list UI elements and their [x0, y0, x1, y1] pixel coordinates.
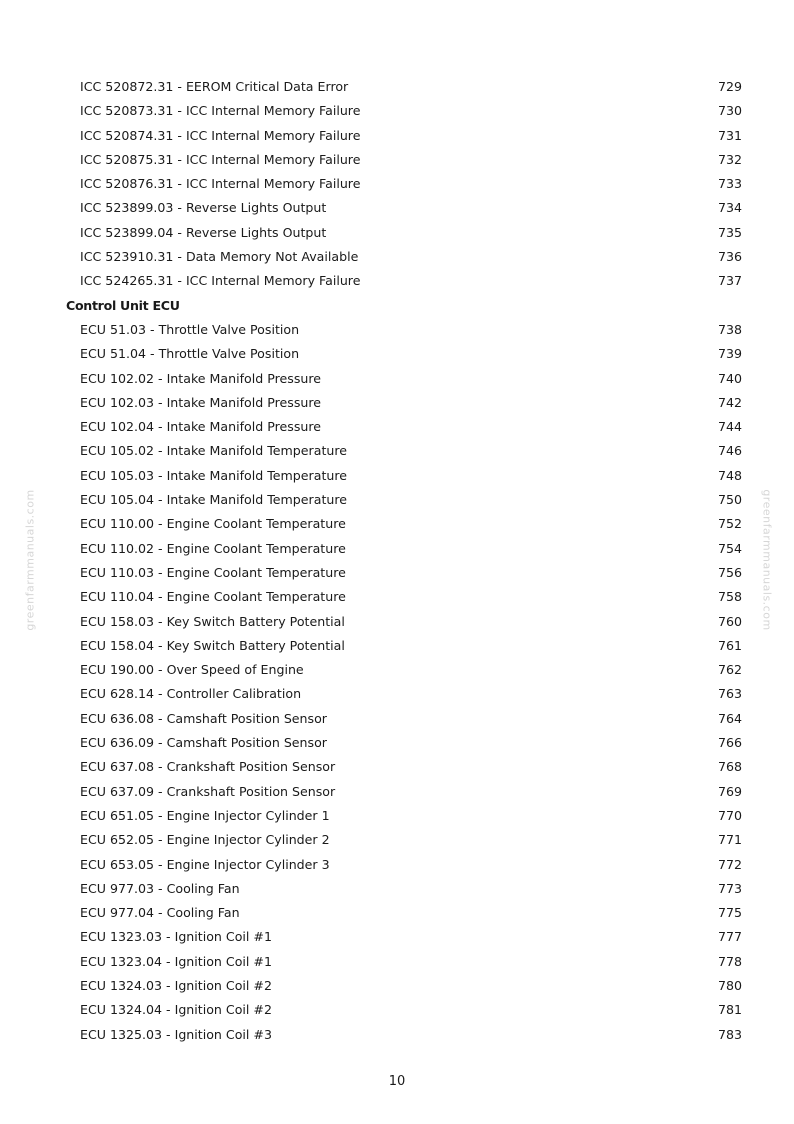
toc-entry-page-number: 732	[717, 151, 742, 167]
toc-entry-page-number: 761	[717, 637, 742, 653]
toc-entry[interactable]	[0, 269, 794, 293]
toc-entry[interactable]	[0, 172, 794, 196]
toc-entry-page-number: 740	[717, 370, 742, 386]
toc-entry-title: ECU 637.08 - Crankshaft Position Sensor	[80, 759, 336, 775]
toc-entry-title: ICC 523899.04 - Reverse Lights Output	[80, 224, 327, 240]
toc-entry[interactable]	[0, 925, 794, 949]
toc-entry-page-number: 772	[717, 856, 742, 872]
toc-entry-page-number: 769	[717, 783, 742, 799]
toc-entry-page-number: 739	[717, 346, 742, 362]
toc-entry-title: ECU 651.05 - Engine Injector Cylinder 1	[80, 807, 330, 823]
toc-entry-page-number: 766	[717, 735, 742, 751]
toc-section-heading	[0, 294, 794, 318]
toc-entry[interactable]	[0, 221, 794, 245]
toc-entry-page-number: 775	[717, 905, 742, 921]
toc-entry[interactable]	[0, 415, 794, 439]
toc-entry-page-number: 778	[717, 953, 742, 969]
toc-entry-page-number: 736	[717, 249, 742, 265]
toc-entry-page-number: 735	[717, 224, 742, 240]
toc-entry-title: ECU 158.03 - Key Switch Battery Potential	[80, 613, 345, 629]
toc-entry-title: ECU 105.04 - Intake Manifold Temperature	[80, 492, 348, 508]
toc-entry-title: ECU 110.00 - Engine Coolant Temperature	[80, 516, 346, 532]
toc-entry-title: ECU 637.09 - Crankshaft Position Sensor	[80, 783, 336, 799]
toc-entry-page-number: 742	[717, 394, 742, 410]
toc-entry-title: ECU 102.03 - Intake Manifold Pressure	[80, 394, 322, 410]
toc-entry-page-number: 738	[717, 321, 742, 337]
section-title: Control Unit ECU	[66, 297, 180, 313]
toc-entry-page-number: 771	[717, 832, 742, 848]
toc-entry-title: ICC 520876.31 - ICC Internal Memory Failure	[80, 176, 361, 192]
toc-entry[interactable]	[0, 950, 794, 974]
toc-entry-title: ECU 652.05 - Engine Injector Cylinder 2	[80, 832, 330, 848]
toc-entry[interactable]	[0, 634, 794, 658]
toc-entry-title: ECU 190.00 - Over Speed of Engine	[80, 662, 304, 678]
toc-entry[interactable]	[0, 901, 794, 925]
toc-entry-page-number: 783	[717, 1026, 742, 1042]
page-number: 10	[388, 1074, 406, 1089]
toc-entry-page-number: 762	[717, 662, 742, 678]
toc-entry-page-number: 731	[717, 127, 742, 143]
toc-entry-title: ICC 520874.31 - ICC Internal Memory Failure	[80, 127, 361, 143]
toc-entry-title: ICC 520872.31 - EEROM Critical Data Error	[80, 79, 349, 94]
toc-entry[interactable]	[0, 75, 794, 99]
toc-entry-title: ICC 523910.31 - Data Memory Not Available	[80, 249, 359, 265]
toc-entry-title: ECU 110.02 - Engine Coolant Temperature	[80, 540, 346, 556]
toc-entry[interactable]	[0, 658, 794, 682]
toc-entry-title: ICC 520875.31 - ICC Internal Memory Failure	[80, 151, 361, 167]
table-of-contents	[0, 75, 794, 1047]
toc-entry[interactable]	[0, 780, 794, 804]
toc-entry-page-number: 737	[717, 273, 742, 289]
toc-entry[interactable]	[0, 1023, 794, 1047]
toc-entry[interactable]	[0, 804, 794, 828]
toc-entry-page-number: 729	[717, 79, 742, 94]
toc-entry[interactable]	[0, 610, 794, 634]
toc-entry-page-number: 758	[717, 589, 742, 605]
toc-entry-page-number: 768	[717, 759, 742, 775]
toc-entry-title: ECU 977.03 - Cooling Fan	[80, 880, 240, 896]
toc-entry-page-number: 733	[717, 176, 742, 192]
toc-entry-page-number: 756	[717, 564, 742, 580]
toc-entry-title: ECU 158.04 - Key Switch Battery Potential	[80, 637, 345, 653]
toc-entry-title: ECU 1325.03 - Ignition Coil #3	[80, 1026, 272, 1042]
toc-entry-page-number: 744	[717, 419, 742, 435]
toc-entry-page-number: 780	[717, 977, 742, 993]
toc-entry[interactable]	[0, 367, 794, 391]
toc-entry[interactable]	[0, 245, 794, 269]
toc-entry[interactable]	[0, 196, 794, 220]
toc-entry-page-number: 773	[717, 880, 742, 896]
toc-entry-page-number: 781	[717, 1002, 742, 1018]
toc-entry[interactable]	[0, 464, 794, 488]
toc-entry[interactable]	[0, 755, 794, 779]
toc-entry[interactable]	[0, 707, 794, 731]
watermark-left: greenfarmmanuals.com	[23, 489, 37, 631]
toc-entry[interactable]	[0, 853, 794, 877]
toc-entry-title: ICC 523899.03 - Reverse Lights Output	[80, 200, 327, 216]
toc-entry[interactable]	[0, 148, 794, 172]
toc-entry-title: ECU 110.04 - Engine Coolant Temperature	[80, 589, 346, 605]
toc-entry-title: ECU 102.02 - Intake Manifold Pressure	[80, 370, 322, 386]
toc-entry-page-number: 734	[717, 200, 742, 216]
toc-entry-page-number: 760	[717, 613, 742, 629]
toc-entry[interactable]	[0, 439, 794, 463]
toc-entry-title: ICC 524265.31 - ICC Internal Memory Failure	[80, 273, 361, 289]
toc-entry-title: ECU 636.09 - Camshaft Position Sensor	[80, 735, 327, 751]
toc-entry[interactable]	[0, 828, 794, 852]
toc-entry-title: ECU 102.04 - Intake Manifold Pressure	[80, 419, 322, 435]
toc-entry-title: ECU 977.04 - Cooling Fan	[80, 905, 240, 921]
toc-entry[interactable]	[0, 998, 794, 1022]
toc-entry-title: ECU 105.02 - Intake Manifold Temperature	[80, 443, 348, 459]
toc-entry-page-number: 750	[717, 492, 742, 508]
toc-entry[interactable]	[0, 561, 794, 585]
toc-entry-page-number: 746	[717, 443, 742, 459]
toc-entry[interactable]	[0, 488, 794, 512]
toc-entry[interactable]	[0, 124, 794, 148]
toc-entry-page-number: 752	[717, 516, 742, 532]
toc-entry-title: ECU 51.04 - Throttle Valve Position	[80, 346, 300, 362]
toc-entry-page-number: 748	[717, 467, 742, 483]
toc-entry-title: ECU 110.03 - Engine Coolant Temperature	[80, 564, 346, 580]
toc-entry-title: ECU 105.03 - Intake Manifold Temperature	[80, 467, 348, 483]
toc-entry-page-number: 730	[717, 103, 742, 119]
toc-entry-title: ECU 1323.04 - Ignition Coil #1	[80, 953, 272, 969]
toc-entry-page-number: 764	[717, 710, 742, 726]
toc-entry[interactable]	[0, 537, 794, 561]
toc-entry-page-number: 770	[717, 807, 742, 823]
toc-entry-title: ECU 1324.04 - Ignition Coil #2	[80, 1002, 272, 1018]
toc-entry[interactable]	[0, 682, 794, 706]
toc-entry[interactable]	[0, 731, 794, 755]
toc-entry-title: ECU 628.14 - Controller Calibration	[80, 686, 302, 702]
toc-entry-title: ECU 51.03 - Throttle Valve Position	[80, 321, 300, 337]
toc-entry-title: ECU 636.08 - Camshaft Position Sensor	[80, 710, 327, 726]
toc-entry[interactable]	[0, 974, 794, 998]
toc-entry-title: ECU 1324.03 - Ignition Coil #2	[80, 977, 272, 993]
toc-entry[interactable]	[0, 391, 794, 415]
toc-entry-page-number: 754	[717, 540, 742, 556]
toc-entry[interactable]	[0, 585, 794, 609]
toc-entry[interactable]	[0, 99, 794, 123]
toc-entry[interactable]	[0, 318, 794, 342]
toc-entry-title: ECU 1323.03 - Ignition Coil #1	[80, 929, 272, 945]
toc-entry-title: ICC 520873.31 - ICC Internal Memory Failure	[80, 103, 361, 119]
toc-entry-page-number: 777	[717, 929, 742, 945]
toc-entry-page-number: 763	[717, 686, 742, 702]
toc-entry-title: ECU 653.05 - Engine Injector Cylinder 3	[80, 856, 330, 872]
toc-entry[interactable]	[0, 877, 794, 901]
toc-entry[interactable]	[0, 342, 794, 366]
toc-entry[interactable]	[0, 512, 794, 536]
watermark-right: greenfarmmanuals.com	[760, 489, 774, 631]
